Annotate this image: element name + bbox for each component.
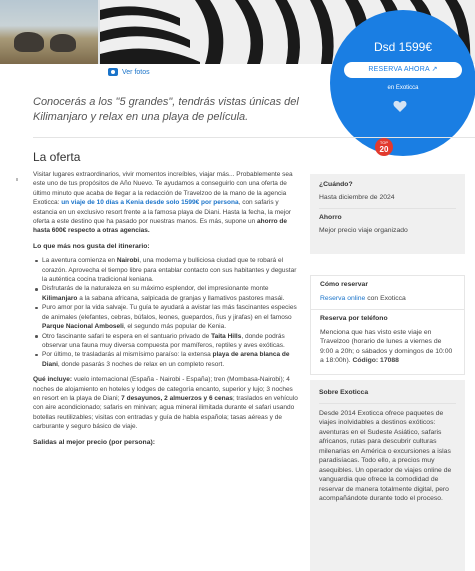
paragraph-text: , con safaris y estancia en un exclusivo resort frente a la famosa playa de Diani. Hasta la fecha, la mejor oferta a este destino que ha pasado por nuestras manos. Es más, supone un [33, 199, 291, 226]
item-text: Otro fascinante safari te espera en el santuario privado de [42, 332, 212, 340]
elephant-shape [50, 34, 76, 52]
item-text: , donde pasarás 3 noches de relax en un completo resort. [57, 360, 225, 368]
elephant-shape [14, 32, 44, 52]
elephants-photo[interactable] [0, 0, 98, 64]
book-online-rest: con Exoticca [365, 294, 406, 302]
list-item [33, 332, 301, 351]
reserve-card [310, 275, 465, 375]
when-card [310, 174, 465, 254]
list-item [33, 303, 301, 331]
about-label: Sobre Exoticca [319, 389, 369, 396]
heart-icon[interactable] [393, 100, 407, 112]
side-marker [16, 178, 18, 181]
item-text: a la sabana africana, salpicada de granjas y llamativos pastores masái. [77, 294, 285, 302]
list-item [33, 284, 301, 303]
offer-paragraph [33, 170, 301, 236]
includes-label: Qué incluye: [33, 376, 73, 384]
when-label: ¿Cuándo? [319, 181, 353, 188]
badge-line2: 20 [379, 145, 389, 154]
top20-badge [375, 138, 393, 156]
itinerary-list [33, 256, 301, 369]
item-text: Por último, te trasladarás al mismísimo paraíso: la extensa [42, 351, 213, 359]
list-item [33, 350, 301, 369]
item-text: , el segundo más popular de Kenia. [123, 323, 227, 331]
intro-text: Conocerás a los "5 grandes", tendrás vistas únicas del Kilimanjaro y relax en una playa de película. [33, 96, 299, 123]
about-card [310, 380, 465, 571]
book-online-link[interactable]: Reserva online [320, 294, 366, 302]
price-box [330, 10, 475, 156]
offer-content [33, 170, 301, 452]
phone-details: Menciona que has visto este viaje en Travelzoo (horario de lunes a viernes de 9:00 a 20h; o sábados y domingos de 10:00 a 18:00h). [320, 328, 453, 364]
includes-paragraph [33, 375, 301, 431]
itinerary-heading: Lo que más nos gusta del itinerario: [33, 242, 150, 250]
list-item [33, 256, 301, 284]
item-bold: Kilimanjaro [42, 294, 78, 302]
about-text: Desde 2014 Exoticca ofrece paquetes de viajes inolvidables a destinos exóticos: aventuras en el Sudeste Asiático, safaris africanos, rutas para descubrir culturas milenarias en América o excursiones a islas paradisíacas. Todo ello, a precios muy asequibles. Un operador de viajes online de vanguardia que ofrece la comodidad de reservar de manera totalmente digital, pero acompañándote durante todo el proceso. [319, 403, 456, 504]
item-bold: Parque Nacional Amboseli [42, 323, 124, 331]
item-text: La aventura comienza en [42, 257, 117, 265]
item-bold: playa de arena blanca de Diani [42, 351, 290, 368]
item-text: , una moderna y bulliciosa ciudad que te robará el corazón. Aprovecha el tiempo libre para entablar contacto con sus habitantes y degustar la auténtica cocina tradicional keniana. [42, 257, 297, 284]
departures-heading: Salidas al mejor precio (por persona): [33, 438, 155, 446]
item-text: Puro amor por la vida salvaje. Tu guía te ayudará a avistar las más fascinantes especies de animales (elefantes, cebras, búfalos, leones, guepardos, ñus y jirafas) en el famoso [42, 304, 297, 321]
paragraph-bold: ahorro de hasta 600€ respecto a otras agencias. [33, 218, 288, 235]
item-text: , donde podrás observar una fauna muy diversa compuesta por mamíferos, reptiles y aves exóticas. [42, 332, 285, 349]
view-photos-link[interactable] [108, 68, 150, 76]
includes-bold: 7 desayunos, 2 almuerzos y 6 cenas [121, 394, 233, 402]
when-value: Hasta diciembre de 2024 [319, 193, 395, 201]
provider-label: en Exoticca [387, 85, 419, 91]
offer-link[interactable]: un viaje de 10 días a Kenia desde solo 1599€ por persona [61, 199, 239, 207]
includes-text: vuelo internacional (España - Nairobi - España); tren (Mombasa-Nairobi); 4 noches de alojamiento en hoteles y lodges de categoría encanto, superior y lujo; 3 noches en resort en la playa de Diani; [33, 376, 293, 402]
savings-value: Mejor precio viaje organizado [319, 226, 408, 234]
savings-label: Ahorro [319, 208, 456, 223]
camera-icon [108, 68, 118, 76]
item-text: Disfrutarás de la naturaleza en su máximo esplendor, del impresionante monte [42, 285, 269, 293]
price-label: Dsd 1599€ [373, 40, 433, 54]
reserve-now-button[interactable]: RESERVA AHORA ↗ [344, 62, 462, 78]
section-title: La oferta [33, 150, 81, 164]
includes-text: ; traslados en vehículo con aire acondicionado; safaris en minivan; agua mineral ilimitada durante el safari usando botellas reutilizables; visitas con entradas y guía de habla española; tasas aéreas y de carburante y seguro básico de viaje. [33, 394, 298, 431]
divider [33, 137, 475, 138]
item-bold: Nairobi [116, 257, 140, 265]
view-photos-label[interactable]: Ver fotos [122, 68, 150, 76]
item-bold: Taita Hills [211, 332, 242, 340]
book-online [320, 294, 455, 304]
phone-label: Reserva por teléfono [320, 315, 388, 322]
how-to-book-label: Cómo reservar [320, 281, 368, 288]
paragraph-text: Visitar lugares extraordinarios, vivir momentos increíbles, viajar más... Probablemente sea este uno de tus propósitos de Año Nuevo. Te ayudamos a conseguirlo con una oferta de último minuto que acaba de llegar a la redacción de Travelzoo de la mano de la agencia Exoticca: [33, 171, 293, 207]
badge-line1: TOP [379, 140, 389, 145]
phone-text [320, 328, 455, 366]
phone-code: Código: 17088 [352, 357, 399, 364]
